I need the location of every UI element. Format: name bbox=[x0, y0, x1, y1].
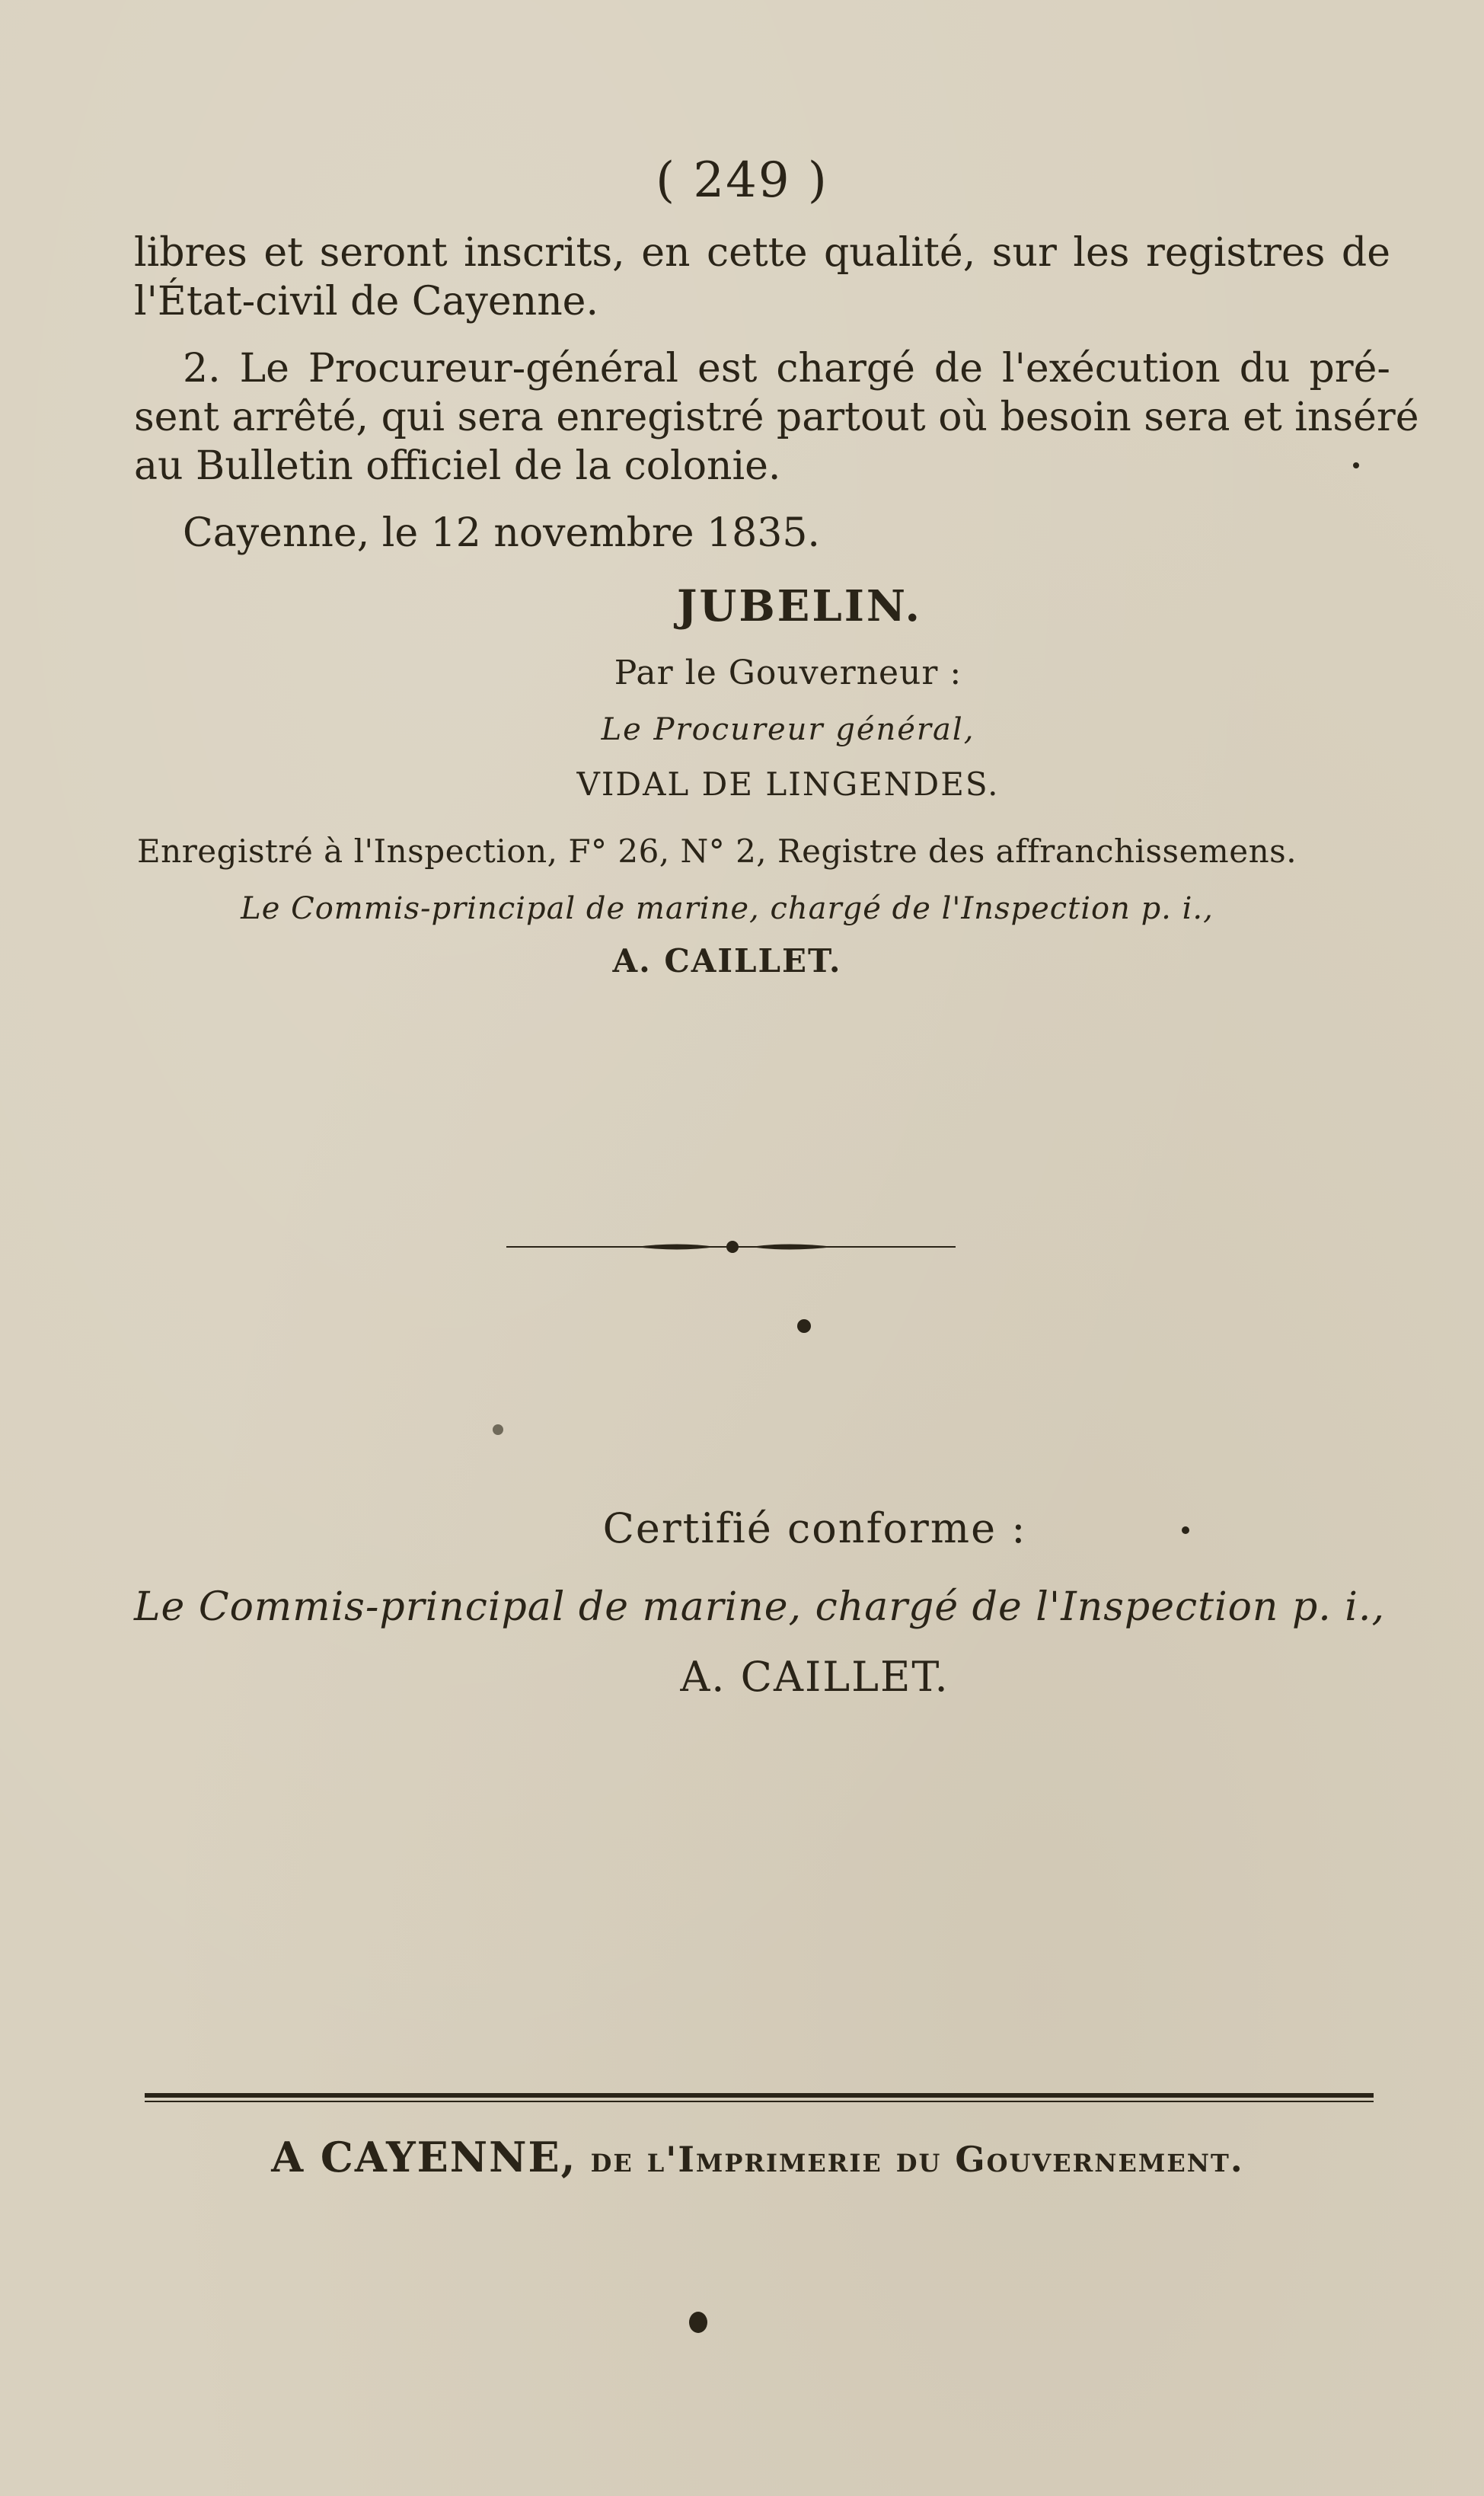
ink-spot bbox=[493, 1424, 503, 1435]
registrar-name: A. CAILLET. bbox=[612, 942, 842, 980]
body-line-2: l'État-civil de Cayenne. bbox=[134, 279, 598, 324]
countersignatory-role: Le Procureur général, bbox=[601, 712, 975, 747]
certifier-role: Le Commis-principal de marine, chargé de l'Inspection p. i., bbox=[134, 1584, 1385, 1630]
body-line-5: au Bulletin officiel de la colonie. bbox=[134, 443, 781, 489]
imprint-line bbox=[0, 2133, 1484, 2181]
body-line-1: libres et seront inscrits, en cette qualité, sur les registres de bbox=[134, 230, 1390, 276]
countersignatory-name: VIDAL DE LINGENDES. bbox=[576, 765, 1000, 803]
ink-spot bbox=[797, 1319, 811, 1333]
imprint-rule bbox=[145, 2093, 1374, 2098]
signatory-name: JUBELIN. bbox=[676, 581, 923, 631]
imprint-printer: de l'Imprimerie du Gouvernement. bbox=[590, 2139, 1244, 2180]
ornament-divider-icon bbox=[506, 1235, 956, 1258]
certifier-name: A. CAILLET. bbox=[680, 1653, 949, 1701]
imprint-city: A CAYENNE, bbox=[271, 2133, 577, 2181]
ink-spot bbox=[1353, 462, 1359, 468]
date-line: Cayenne, le 12 novembre 1835. bbox=[183, 510, 820, 556]
imprint-rule-thin bbox=[145, 2101, 1374, 2102]
registrar-role: Le Commis-principal de marine, chargé de l'Inspection p. i., bbox=[241, 891, 1214, 926]
body-line-3: 2. Le Procureur-général est chargé de l'exécution du pré- bbox=[183, 346, 1390, 391]
signatory-by-line: Par le Gouverneur : bbox=[614, 654, 962, 692]
body-line-4: sent arrêté, qui sera enregistré partout où besoin sera et inséré bbox=[134, 395, 1419, 440]
ink-spot bbox=[1182, 1526, 1189, 1534]
registration-text: Enregistré à l'Inspection, F° 26, N° 2, Registre des affranchissemens. bbox=[137, 833, 1297, 870]
ink-spot bbox=[689, 2312, 707, 2333]
certified-heading: Certifié conforme : bbox=[602, 1504, 1027, 1552]
page-number: ( 249 ) bbox=[656, 152, 828, 209]
